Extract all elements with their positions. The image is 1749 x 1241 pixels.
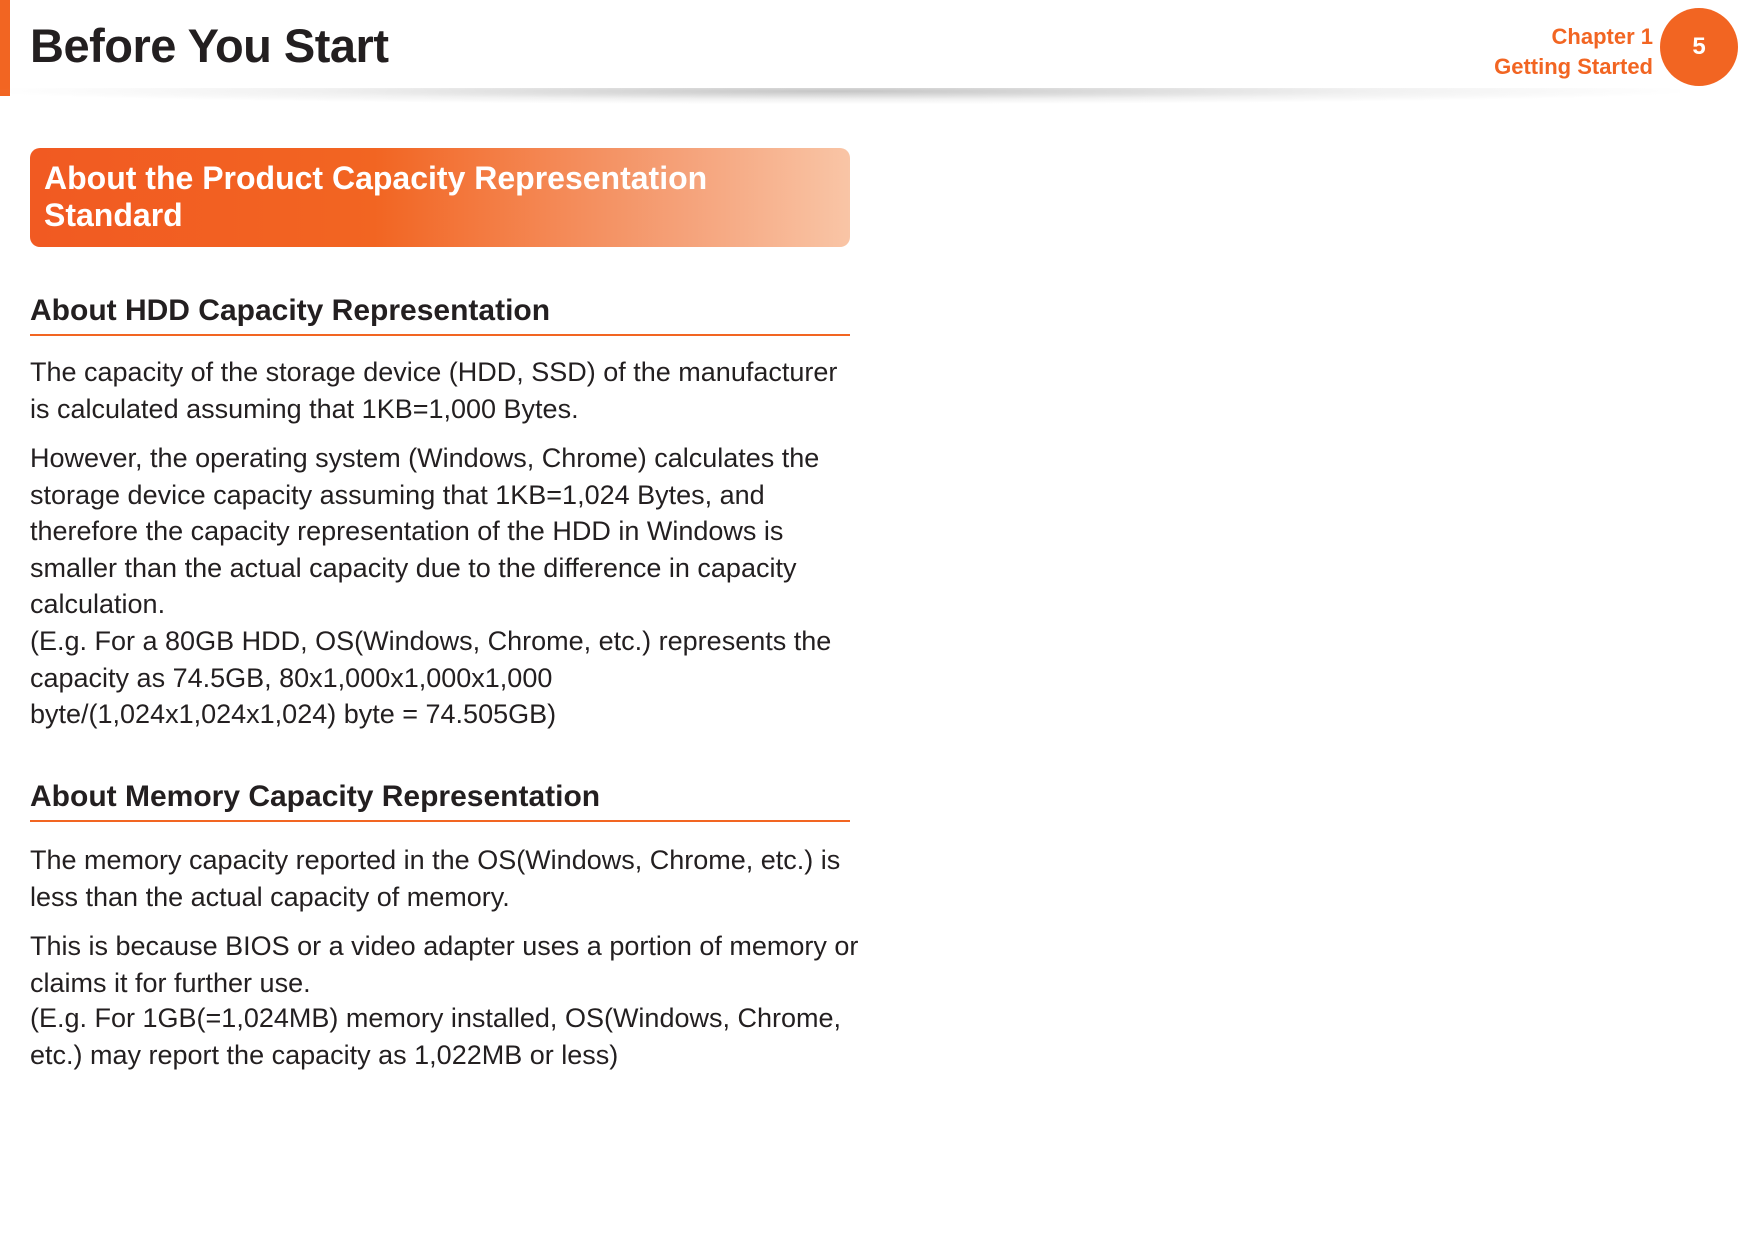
chapter-number: Chapter 1 [1551,24,1653,49]
memory-paragraph-1: The memory capacity reported in the OS(Windows, Chrome, etc.) is less than the actual capacity of memory. [30,845,841,912]
hdd-paragraph-2: However, the operating system (Windows, Chrome) calculates the storage device capacity assuming that 1KB=1,024 Bytes, and therefore the capacity representation of the HDD in Windows is smaller than the actual capacity due to the difference in capacity calculation. [30,443,820,619]
header-divider [0,88,1680,104]
section-title: About the Product Capacity Representation Standard [44,160,708,233]
page-title: Before You Start [30,19,389,72]
section-banner [30,148,850,247]
hdd-paragraph-1: The capacity of the storage device (HDD, SSD) of the manufacturer is calculated assuming that 1KB=1,000 Bytes. [30,357,838,424]
chapter-label [1494,22,1653,82]
memory-paragraph-2: This is because BIOS or a video adapter uses a portion of memory or claims it for further use. [30,931,859,998]
memory-paragraph-3: (E.g. For 1GB(=1,024MB) memory installed, OS(Windows, Chrome, etc.) may report the capacity as 1,022MB or less) [30,1003,842,1070]
memory-heading: About Memory Capacity Representation [30,780,850,822]
hdd-heading: About HDD Capacity Representation [30,294,850,336]
page-number-badge: 5 [1660,8,1738,86]
chapter-name: Getting Started [1494,54,1653,79]
hdd-paragraph-3: (E.g. For a 80GB HDD, OS(Windows, Chrome, etc.) represents the capacity as 74.5GB, 80x1,000x1,000x1,000 byte/(1,024x1,024x1,024) byte = 74.505GB) [30,626,832,729]
header-accent-bar [0,0,10,96]
